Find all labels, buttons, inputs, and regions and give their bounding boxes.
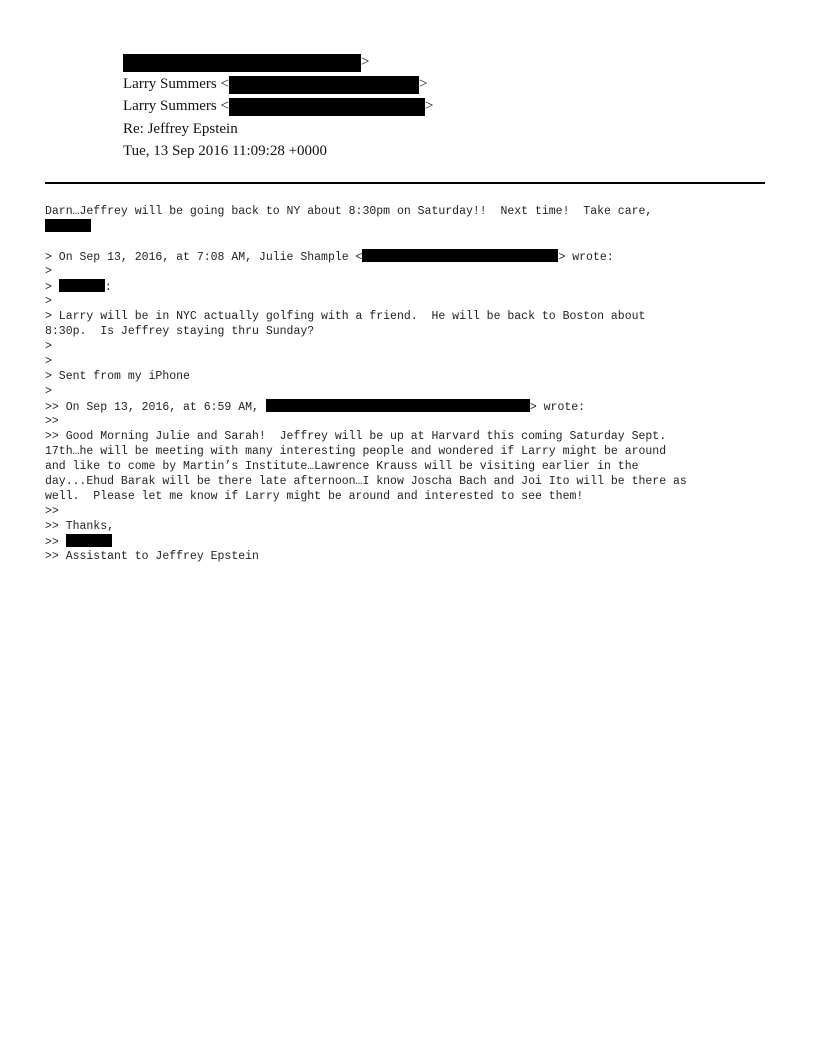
- body-line: >>: [45, 505, 59, 518]
- body-line: >: [45, 295, 52, 308]
- date-value: Tue, 13 Sep 2016 11:09:28 +0000: [123, 143, 328, 159]
- cc-value: Larry Summers < >: [123, 98, 434, 114]
- subject-value: Re: Jeffrey Epstein: [123, 121, 238, 137]
- header-divider: [45, 182, 765, 184]
- redaction-box: [362, 249, 558, 262]
- body-line: 17th…he will be meeting with many interesting people and wondered if Larry might be around: [45, 445, 667, 458]
- body-line: >> Thanks,: [45, 520, 115, 533]
- body-line: > :: [45, 281, 112, 294]
- body-line: >: [45, 385, 52, 398]
- body-line: 8:30p. Is Jeffrey staying thru Sunday?: [45, 325, 315, 338]
- body-line: >> Good Morning Julie and Sarah! Jeffrey will be up at Harvard this coming Saturday Sept.: [45, 430, 667, 443]
- body-line: >: [45, 265, 52, 278]
- body-line: >>: [45, 534, 775, 549]
- to-value: Larry Summers < >: [123, 76, 428, 92]
- body-line: > Larry will be in NYC actually golfing with a friend. He will be back to Boston about: [45, 310, 646, 323]
- redaction-box: [229, 76, 419, 94]
- body-line: [45, 219, 775, 234]
- body-line: >> On Sep 13, 2016, at 6:59 AM, > wrote:: [45, 401, 586, 414]
- body-line: >>: [45, 415, 59, 428]
- redaction-box: [59, 279, 105, 292]
- redaction-box: [229, 98, 425, 116]
- body-line: >: [45, 340, 52, 353]
- from-value: >: [123, 52, 369, 72]
- body-line: and like to come by Martin’s Institute…Lawrence Krauss will be visiting earlier in the: [45, 460, 639, 473]
- body-line: well. Please let me know if Larry might be around and interested to see them!: [45, 490, 584, 503]
- redaction-box: [45, 219, 91, 232]
- redaction-box: [123, 54, 361, 72]
- body-line: day...Ehud Barak will be there late afternoon…I know Joscha Bach and Joi Ito will be there as: [45, 475, 687, 488]
- body-line: > On Sep 13, 2016, at 7:08 AM, Julie Shample < > wrote:: [45, 251, 614, 264]
- body-line: > Sent from my iPhone: [45, 370, 190, 383]
- redaction-box: [266, 399, 530, 412]
- body-line: Darn…Jeffrey will be going back to NY about 8:30pm on Saturday!! Next time! Take care,: [45, 205, 653, 218]
- email-body: [45, 204, 775, 564]
- body-line: >> Assistant to Jeffrey Epstein: [45, 550, 259, 563]
- body-line: >: [45, 355, 52, 368]
- redaction-box: [66, 534, 112, 547]
